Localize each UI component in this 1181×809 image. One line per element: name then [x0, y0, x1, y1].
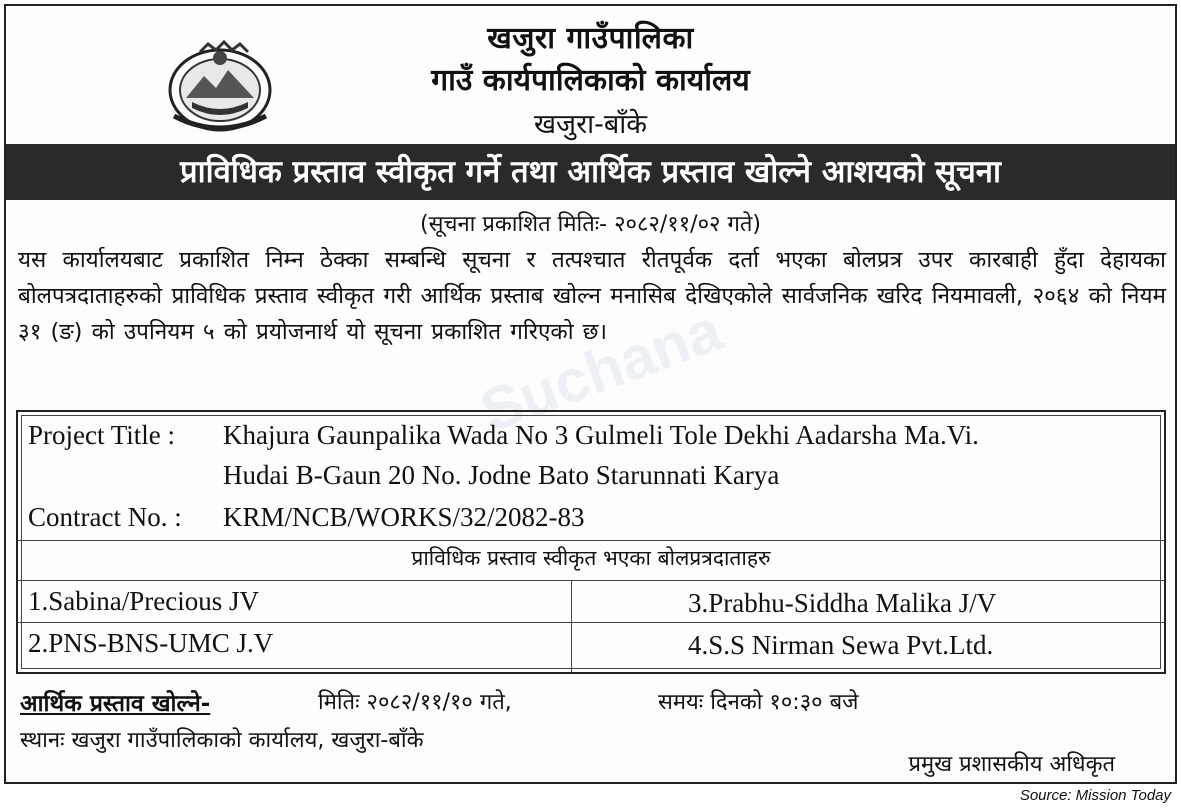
divider [18, 580, 1164, 581]
org-location: खजुरा-बाँके [533, 109, 648, 140]
notice-body: यस कार्यालयबाट प्रकाशित निम्न ठेक्का सम्बन्धि सूचना र तत्पश्चात रीतपूर्वक दर्ता भएका बोलप्रत्र उपर कारबाही हुँदा देहायका बोलपत्रदाताहरुको प्राविधिक प्रस्ताव स्वीकृत गरी आर्थिक प्रस्ताब खोल्न मनासिब देखिएकोले सार्वजनिक खरिद नियमावली, २०६४ को नियम ३१ (ङ) को उपनियम ५ को प्रयोजनार्थ यो सूचना प्रकाशित गरिएको छ। [18, 247, 1166, 345]
contract-no-label: Contract No. : [28, 502, 182, 532]
venue: स्थानः खजुरा गाउँपालिकाको कार्यालय, खजुरा-बाँके [20, 728, 424, 753]
column-divider [571, 580, 572, 672]
divider [18, 540, 1164, 541]
bidder-item: 1.Sabina/Precious JV [28, 586, 259, 616]
divider [18, 622, 1164, 623]
contract-no-value: KRM/NCB/WORKS/32/2082-83 [223, 502, 585, 532]
bidders-heading: प्राविधिक प्रस्ताव स्वीकृत भएका बोलप्रत्रदाताहरु [411, 546, 771, 570]
financial-opening-label: आर्थिक प्रस्ताव खोल्ने- [20, 691, 211, 717]
bidder-item: 3.Prabhu-Siddha Malika J/V [688, 588, 997, 618]
project-title-label: Project Title : [28, 420, 176, 450]
financial-opening-time: समयः दिनको १०:३० बजे [658, 690, 859, 715]
org-office: गाउँ कार्यपालिकाको कार्यालय [431, 63, 750, 98]
signatory-title: प्रमुख प्रशासकीय अधिकृत [908, 752, 1115, 777]
notice-title-banner: प्राविधिक प्रस्ताव स्वीकृत गर्ने तथा आर्थिक प्रस्ताव खोल्ने आशयको सूचना [6, 144, 1175, 200]
bidder-item: 2.PNS-BNS-UMC J.V [28, 628, 274, 658]
project-title-line2: Hudai B-Gaun 20 No. Jodne Bato Starunnati Karya [223, 460, 780, 490]
org-name: खजुरा गाउँपालिका [487, 21, 694, 56]
publication-date: (सूचना प्रकाशित मितिः- २०८२/११/०२ गते) [420, 212, 761, 237]
project-title-line1: Khajura Gaunpalika Wada No 3 Gulmeli Tole Dekhi Aadarsha Ma.Vi. [223, 420, 979, 450]
financial-opening-date: मितिः २०८२/११/१० गते, [318, 690, 512, 715]
bidder-item: 4.S.S Nirman Sewa Pvt.Ltd. [688, 630, 994, 660]
notice-frame [4, 4, 1177, 784]
contract-details-box [16, 410, 1166, 674]
watermark: Suchana [472, 296, 730, 445]
source-credit: Source: Mission Today [1019, 787, 1171, 804]
